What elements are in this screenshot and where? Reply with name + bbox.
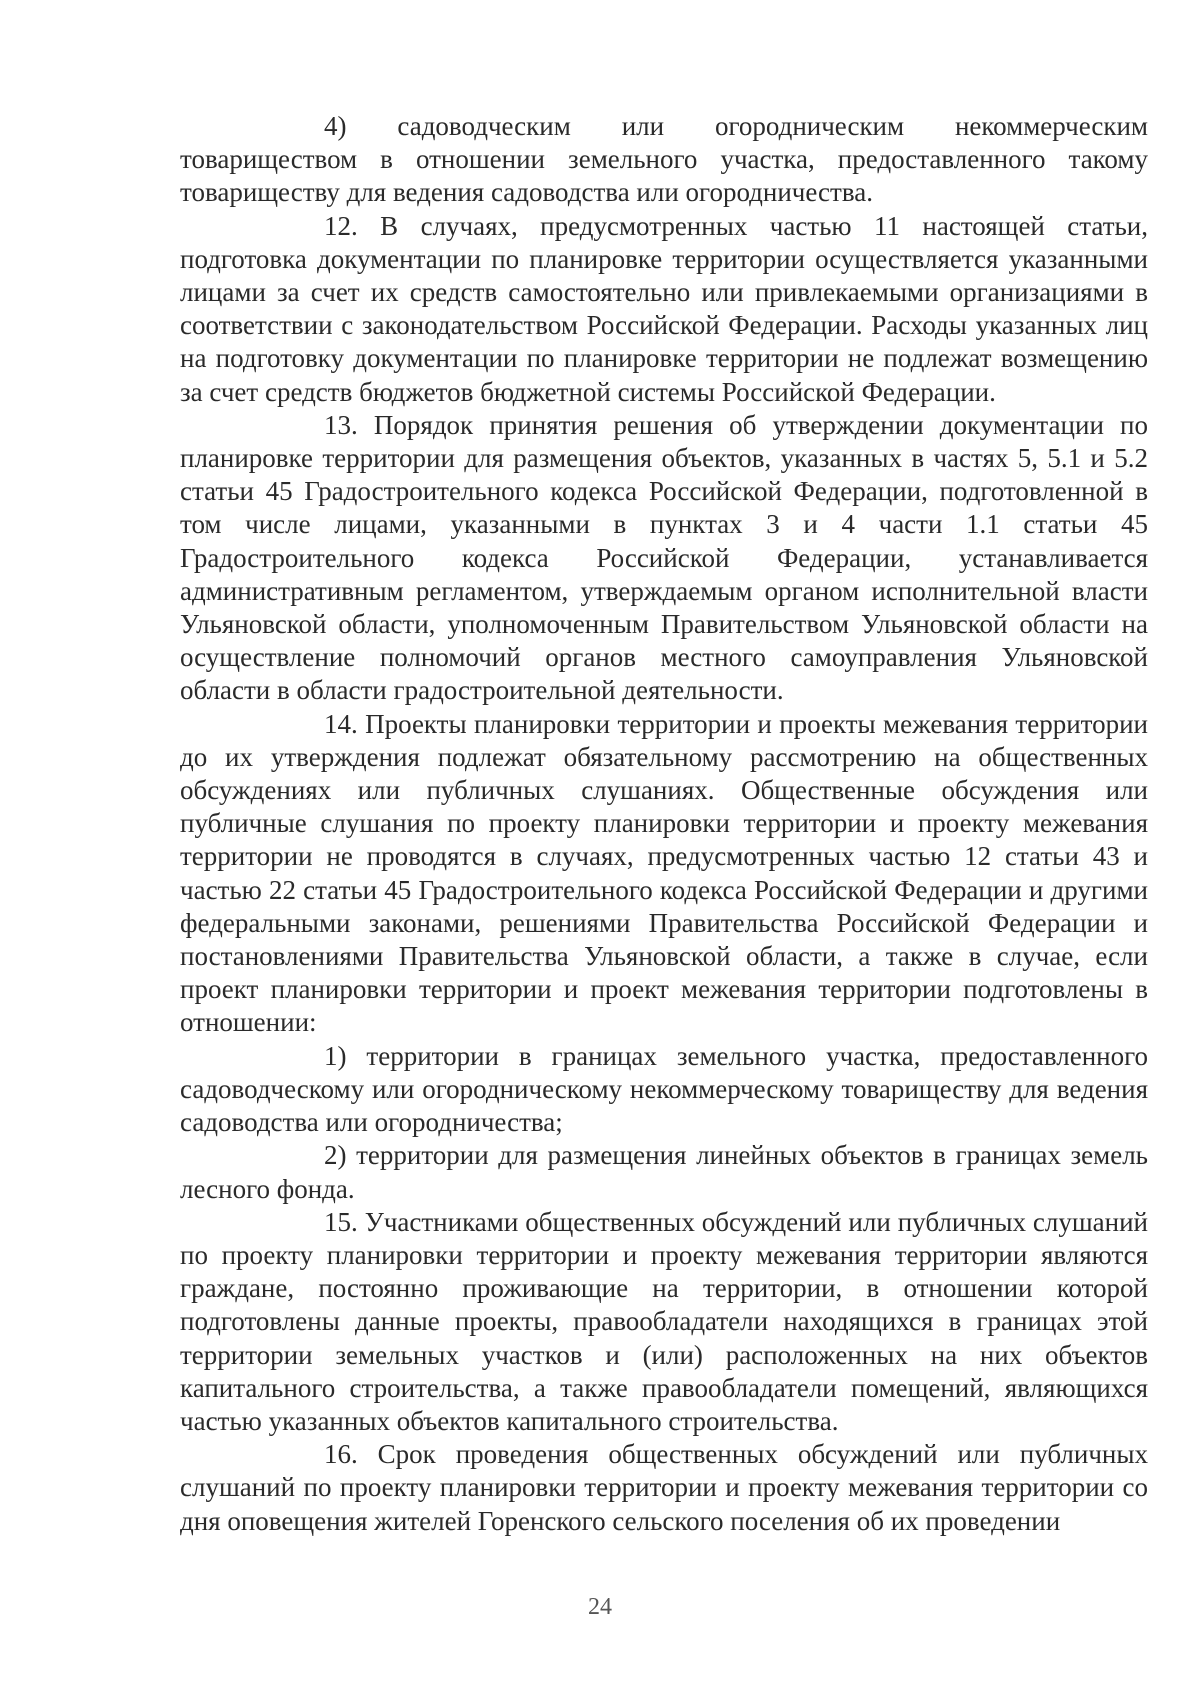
paragraph-text: Порядок принятия решения об утверждении документации по планировке территории для размещения объектов, указанных в частях 5, 5.1 и 5.2 статьи 45 Градостроительного кодекса Российской Федерации, подготовленной в том числе лицами, указанными в пунктах 3 и 4 части 1.1 статьи 45 Градостроительного кодекса Российской Федерации, устанавливается административным регламентом, утверждаемым органом исполнительной власти Ульяновской области, уполномоченным Правительством Ульяновской области на осуществление полномочий органов местного самоуправления Ульяновской области в области градостроительной деятельности.	[180, 409, 1148, 706]
paragraph-number: 15.	[324, 1206, 358, 1237]
paragraph-15	[180, 1206, 1148, 1438]
paragraph-12	[180, 210, 1148, 409]
paragraph-13	[180, 409, 1148, 708]
paragraph-text: Участниками общественных обсуждений или публичных слушаний по проекту планировки территории и проекту межевания территории являются граждане, постоянно проживающие на территории, в отношении которой подготовлены данные проекты, правообладатели находящихся в границах этой территории земельных участков и (или) расположенных на них объектов капитального строительства, а также правообладатели помещений, являющихся частью указанных объектов капитального строительства.	[180, 1206, 1149, 1436]
paragraph-item-1	[180, 1040, 1148, 1140]
paragraph-item-2	[180, 1139, 1148, 1205]
paragraph-number: 12.	[324, 210, 358, 241]
paragraph-number: 1)	[324, 1040, 347, 1071]
paragraph-number: 16.	[324, 1439, 358, 1470]
paragraph-text: Проекты планировки территории и проекты межевания территории до их утверждения подлежат обязательному рассмотрению на общественных обсуждениях или публичных слушаниях. Общественные обсуждения или публичные слушания по проекту планировки территории и проекту межевания территории не проводятся в случаях, предусмотренных частью 12 статьи 43 и частью 22 статьи 45 Градостроительного кодекса Российской Федерации и другими федеральными законами, решениями Правительства Российской Федерации и постановлениями Правительства Ульяновской области, а также в случае, если проект планировки территории и проект межевания территории подготовлены в отношении:	[180, 708, 1148, 1038]
page-number: 24	[588, 1594, 612, 1620]
paragraph-text: территории для размещения линейных объектов в границах земель лесного фонда.	[180, 1140, 1148, 1204]
paragraph-item-4	[180, 110, 1148, 210]
paragraph-text: садоводческим или огородническим некоммерческим товариществом в отношении земельного участка, предоставленного такому товариществу для ведения садоводства или огородничества.	[180, 111, 1148, 208]
paragraph-number: 13.	[324, 409, 358, 440]
paragraph-text: Срок проведения общественных обсуждений или публичных слушаний по проекту планировки территории и проекту межевания территории со дня оповещения жителей Горенского сельского поселения об их проведении	[180, 1439, 1148, 1536]
document-body	[180, 110, 1148, 1538]
paragraph-text: территории в границах земельного участка, предоставленного садоводческому или огородническому некоммерческому товариществу для ведения садоводства или огородничества;	[180, 1040, 1149, 1138]
paragraph-text: В случаях, предусмотренных частью 11 настоящей статьи, подготовка документации по планировке территории осуществляется указанными лицами за счет их средств самостоятельно или привлекаемыми организациями в соответствии с законодательством Российской Федерации. Расходы указанных лиц на подготовку документации по планировке территории не подлежат возмещению за счет средств бюджетов бюджетной системы Российской Федерации.	[180, 210, 1148, 407]
paragraph-16	[180, 1438, 1148, 1538]
paragraph-14	[180, 708, 1148, 1040]
paragraph-number: 4)	[324, 111, 347, 141]
paragraph-number: 14.	[324, 708, 358, 739]
paragraph-number: 2)	[324, 1140, 347, 1171]
